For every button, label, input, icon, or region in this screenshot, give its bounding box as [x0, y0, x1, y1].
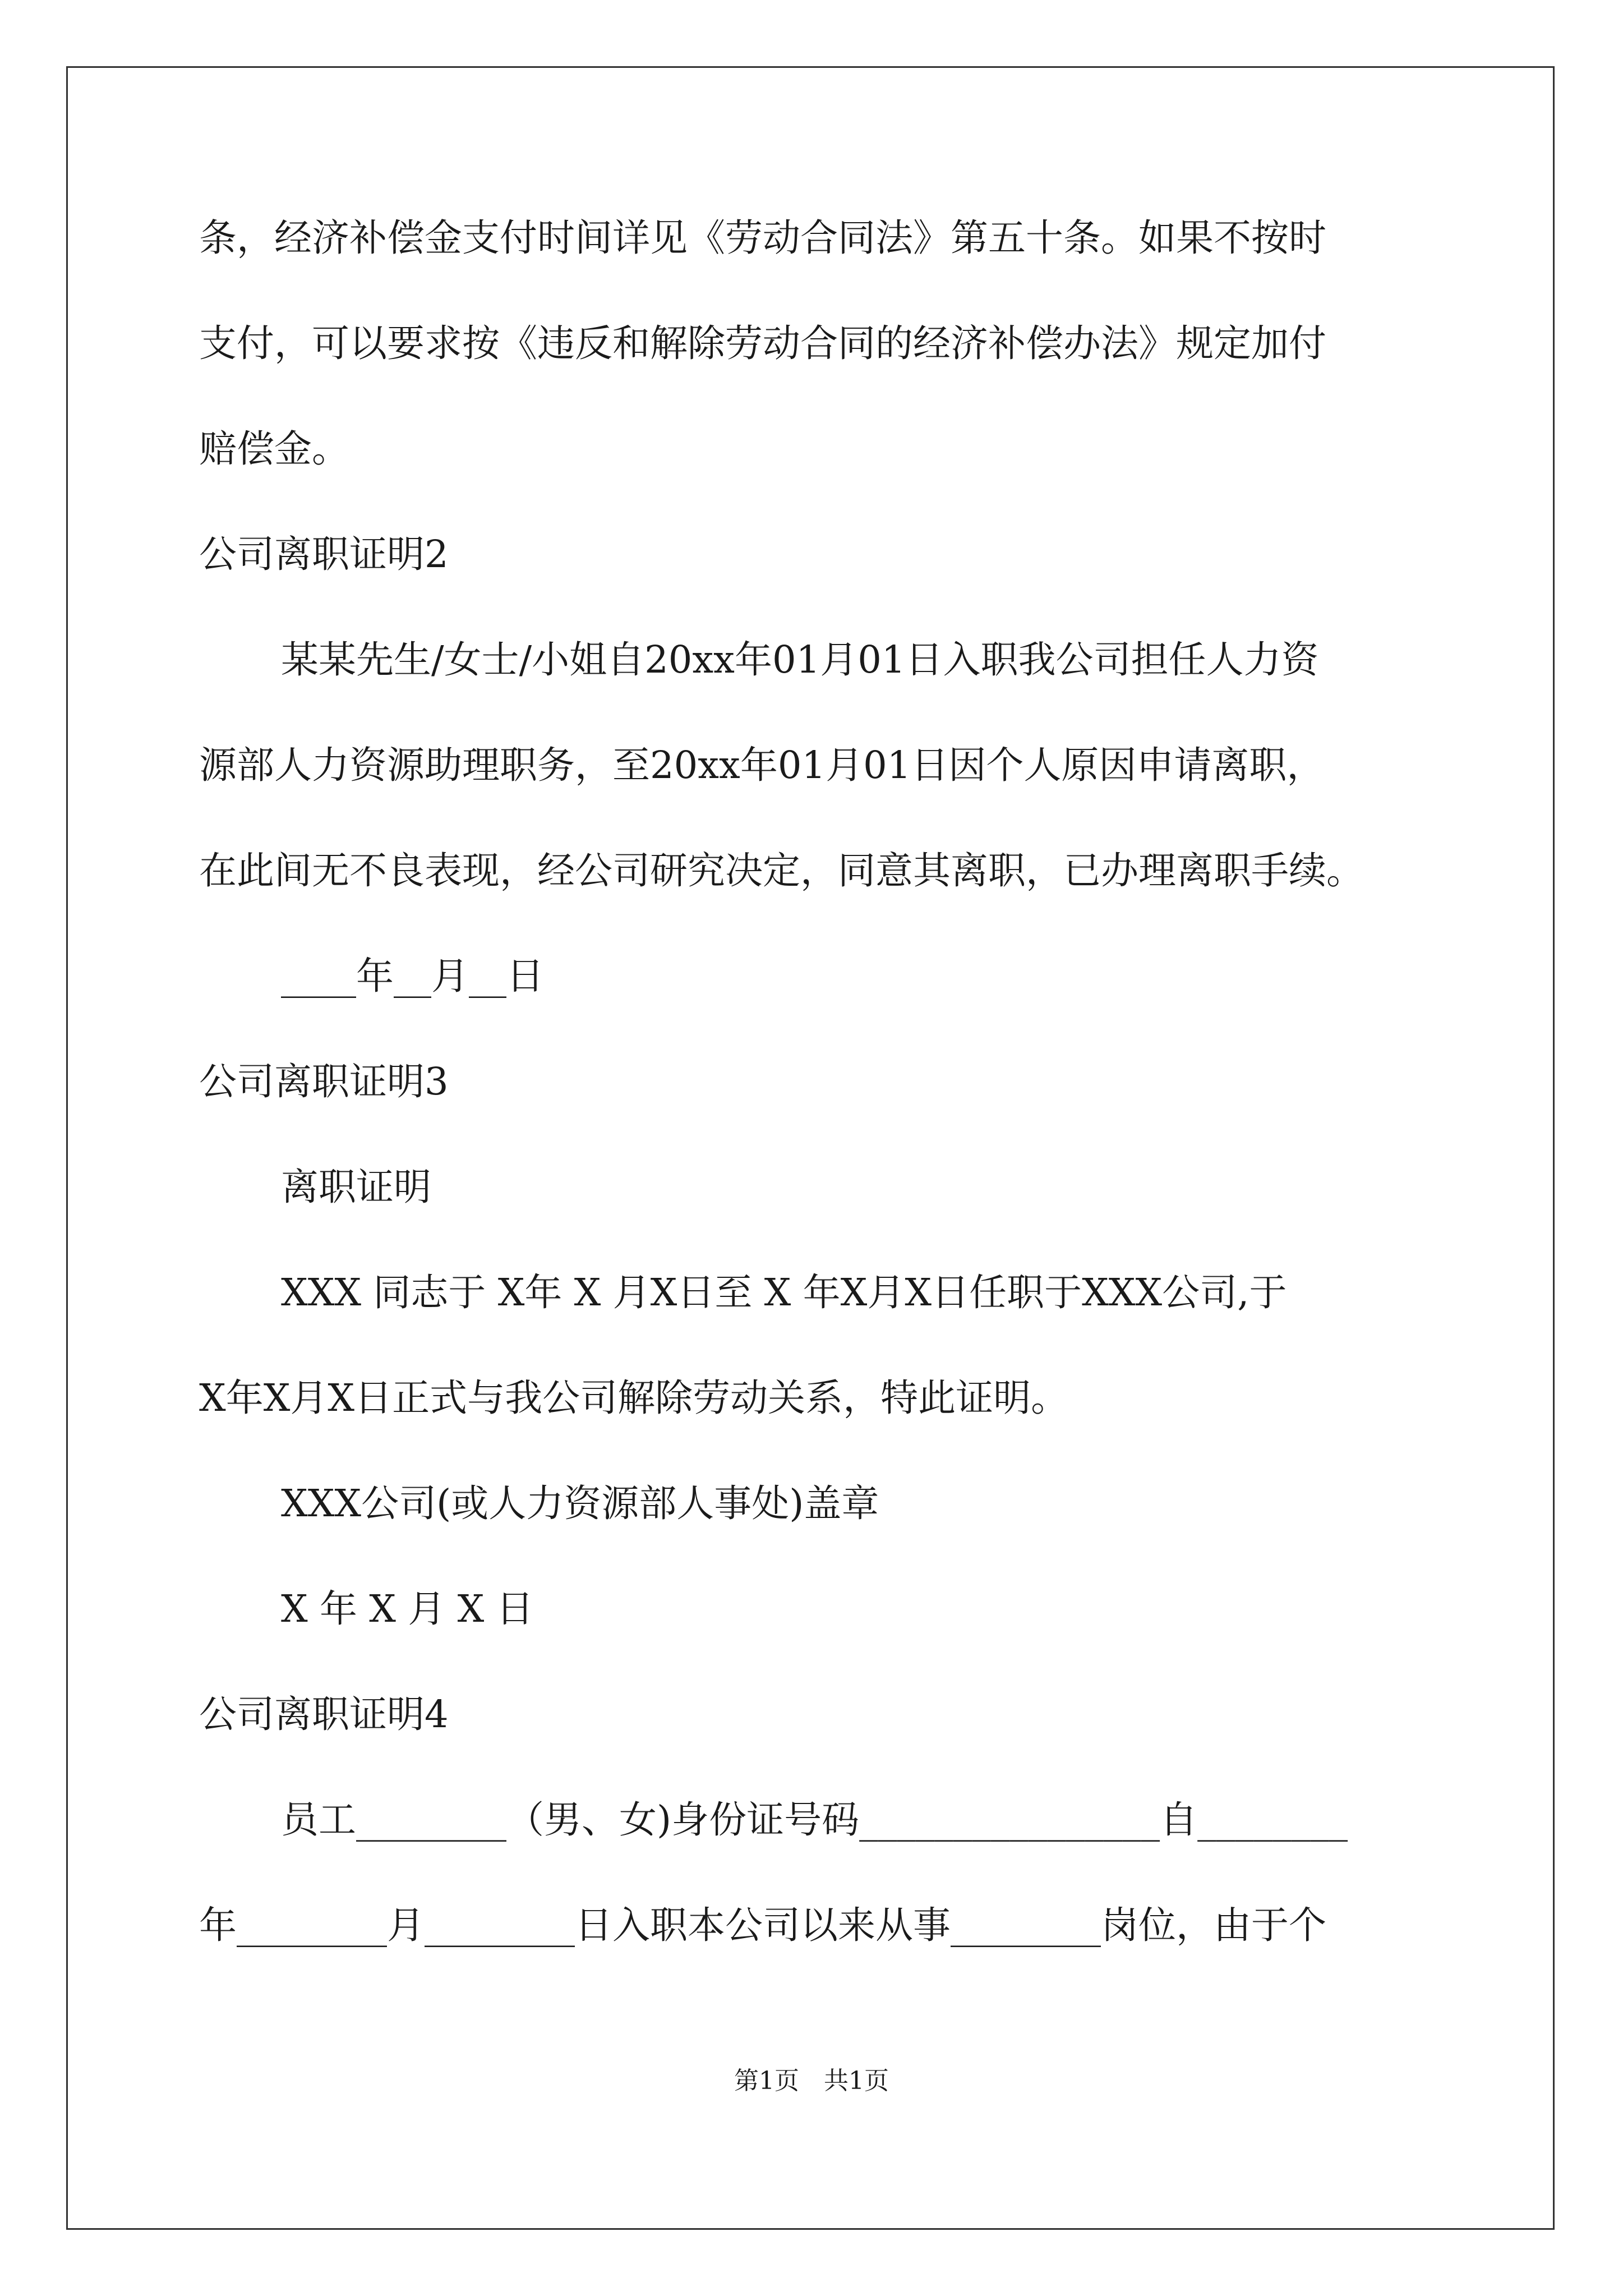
- section-heading: 公司离职证明2: [199, 532, 449, 576]
- body-line: XXX 同志于 X年 X 月X日至 X 年X月X日任职于XXX公司,于: [281, 1271, 1287, 1314]
- body-line: 年________月________日入职本公司以来从事________岗位，由于个: [199, 1903, 1326, 1947]
- section-heading: 公司离职证明4: [199, 1692, 449, 1736]
- document-body: [199, 213, 1467, 2006]
- date-line: ____年__月__日: [281, 954, 544, 998]
- body-line: 某某先生/女士/小姐自20xx年01月01日入职我公司担任人力资: [281, 638, 1319, 682]
- body-line: 支付，可以要求按《违反和解除劳动合同的经济补偿办法》规定加付: [199, 321, 1326, 365]
- body-line: 赔偿金。: [199, 427, 349, 471]
- date-line: X 年 X 月 X 日: [281, 1587, 534, 1631]
- seal-line: XXX公司(或人力资源部人事处)盖章: [281, 1481, 879, 1525]
- body-line: X年X月X日正式与我公司解除劳动关系，特此证明。: [199, 1376, 1069, 1420]
- page-footer: 第1页 共1页: [734, 2067, 889, 2095]
- body-line: 条，经济补偿金支付时间详见《劳动合同法》第五十条。如果不按时: [199, 216, 1326, 260]
- body-line: 员工________（男、女)身份证号码________________自________: [281, 1798, 1348, 1842]
- body-line: 在此间无不良表现，经公司研究决定，同意其离职，已办理离职手续。: [199, 849, 1364, 892]
- certificate-title: 离职证明: [281, 1165, 431, 1209]
- section-heading: 公司离职证明3: [199, 1060, 449, 1103]
- body-line: 源部人力资源助理职务，至20xx年01月01日因个人原因申请离职，: [199, 743, 1325, 787]
